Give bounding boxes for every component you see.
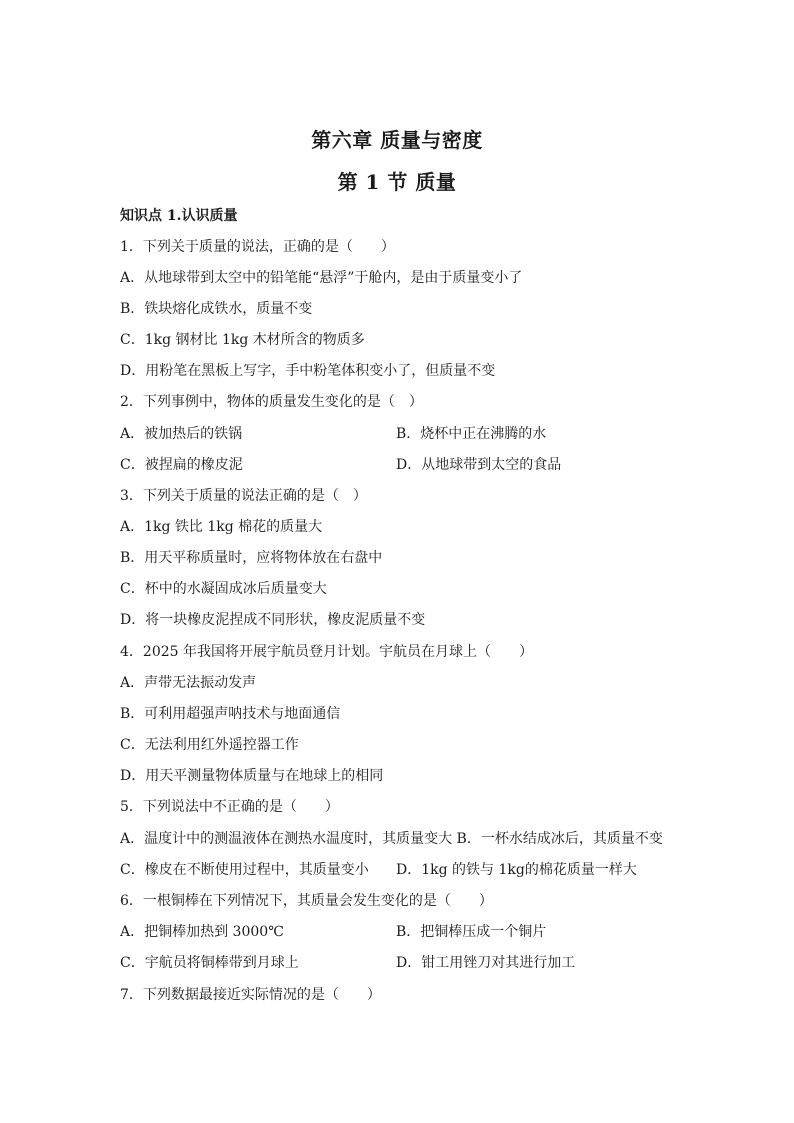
question-1-stem: 1．下列关于质量的说法，正确的是（ ） (120, 239, 395, 255)
question-3-option-b: B．用天平称质量时，应将物体放在右盘中 (120, 550, 383, 566)
question-4-option-c: C．无法利用红外遥控器工作 (120, 737, 299, 753)
question-5-stem: 5．下列说法中不正确的是（ ） (120, 799, 339, 815)
question-6-option-b: B．把铜棒压成一个铜片 (396, 924, 547, 940)
question-6-stem: 6．一根铜棒在下列情况下，其质量会发生变化的是（ ） (120, 893, 493, 909)
question-1-option-d: D．用粉笔在黑板上写字，手中粉笔体积变小了，但质量不变 (120, 363, 496, 379)
question-3-option-a: A．1kg 铁比 1kg 棉花的质量大 (120, 519, 323, 535)
question-6-option-a: A．把铜棒加热到 3000℃ (120, 924, 284, 940)
question-6-option-d: D．钳工用锉刀对其进行加工 (396, 955, 576, 971)
question-3-option-d: D．将一块橡皮泥捏成不同形状，橡皮泥质量不变 (120, 612, 426, 628)
section-title: 第 1 节 质量 (337, 170, 457, 194)
question-4-option-b: B．可利用超强声呐技术与地面通信 (120, 706, 341, 722)
question-5-option-c: C．橡皮在不断使用过程中，其质量变小 (120, 862, 369, 878)
knowledge-point-heading: 知识点 1.认识质量 (120, 208, 238, 224)
question-6-option-c: C．宇航员将铜棒带到月球上 (120, 955, 299, 971)
chapter-title: 第六章 质量与密度 (311, 128, 483, 152)
question-2-option-d: D．从地球带到太空的食品 (396, 457, 562, 473)
question-4-stem: 4．2025 年我国将开展宇航员登月计划。宇航员在月球上（ ） (120, 644, 533, 660)
question-1-option-c: C．1kg 钢材比 1kg 木材所含的物质多 (120, 332, 365, 348)
question-3-stem: 3．下列关于质量的说法正确的是（ ） (120, 488, 367, 504)
question-7-stem: 7．下列数据最接近实际情况的是（ ） (120, 987, 381, 1003)
question-2-stem: 2．下列事例中，物体的质量发生变化的是（ ） (120, 394, 423, 410)
question-1-option-a: A．从地球带到太空中的铅笔能“悬浮”于舱内，是由于质量变小了 (120, 270, 523, 286)
question-2-option-c: C．被捏扁的橡皮泥 (120, 457, 243, 473)
question-5-option-d: D．1kg 的铁与 1kg的棉花质量一样大 (396, 862, 637, 878)
question-5-option-ab: A．温度计中的测温液体在测热水温度时，其质量变大 B．一杯水结成冰后，其质量不变 (120, 831, 663, 847)
question-4-option-a: A．声带无法振动发声 (120, 675, 257, 691)
question-1-option-b: B．铁块熔化成铁水，质量不变 (120, 301, 313, 317)
question-2-option-a: A．被加热后的铁锅 (120, 426, 243, 442)
question-4-option-d: D．用天平测量物体质量与在地球上的相同 (120, 768, 384, 784)
question-2-option-b: B．烧杯中正在沸腾的水 (396, 426, 547, 442)
question-3-option-c: C．杯中的水凝固成冰后质量变大 (120, 581, 327, 597)
